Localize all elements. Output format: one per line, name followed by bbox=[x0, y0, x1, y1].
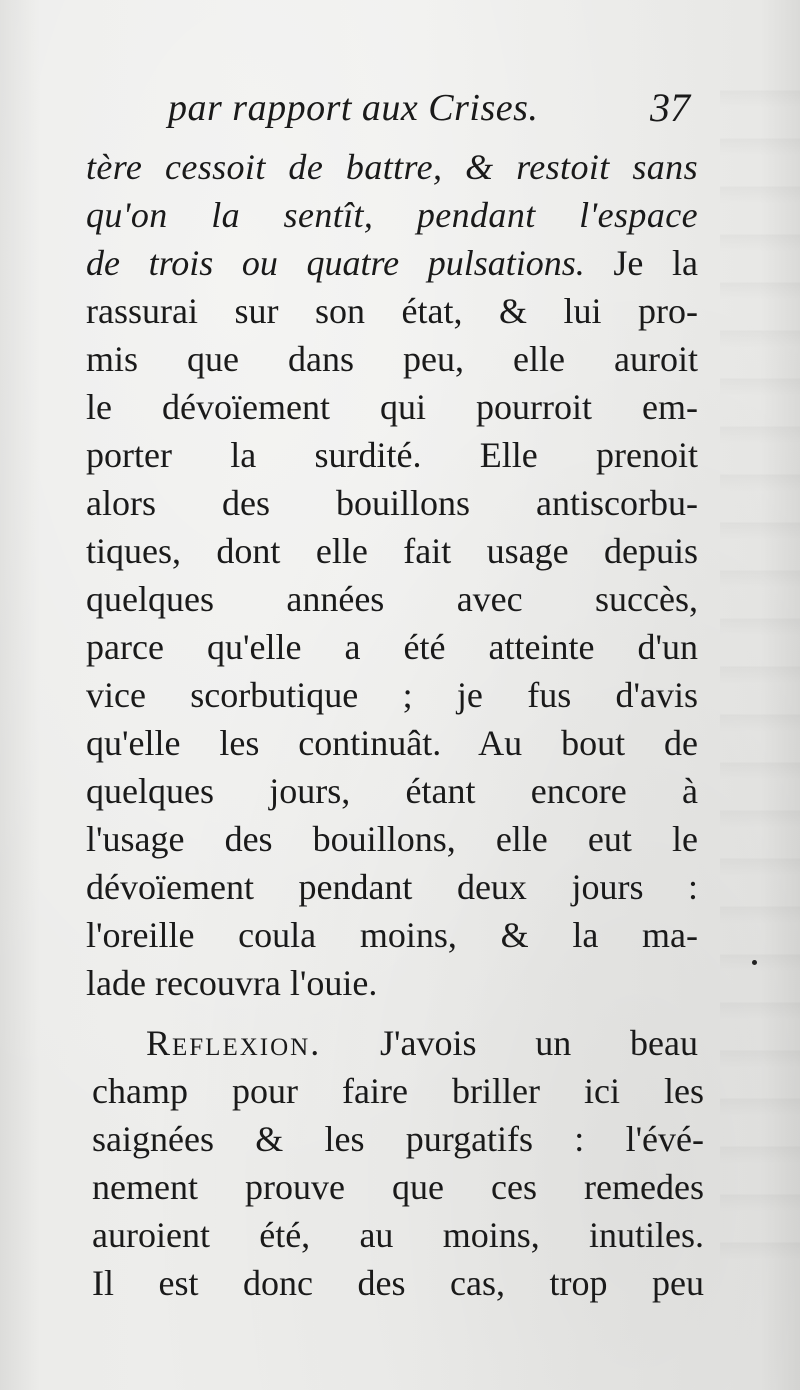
reflexion-label: Reflexion. bbox=[146, 1023, 322, 1063]
reflexion-line bbox=[146, 1019, 698, 1067]
ink-speck bbox=[752, 960, 757, 965]
text-line: qu'on la sentît, pendant l'espace bbox=[86, 195, 698, 235]
page-header bbox=[168, 82, 698, 134]
text-line: auroient été, au moins, inutiles. bbox=[92, 1215, 704, 1255]
text-line: tiques, dont elle fait usage depuis bbox=[86, 531, 698, 571]
page-number: 37 bbox=[650, 85, 690, 130]
text-line: tère cessoit de battre, & restoit sans bbox=[86, 147, 698, 187]
text-line: quelques jours, étant encore à bbox=[86, 771, 698, 811]
text-line: nement prouve que ces remedes bbox=[92, 1167, 704, 1207]
text-line: saignées & les purgatifs : l'évé- bbox=[92, 1119, 704, 1159]
text-line: de trois ou quatre pulsations. Je la bbox=[86, 243, 698, 283]
text-line: Il est donc des cas, trop peu bbox=[92, 1263, 704, 1303]
text-line: champ pour faire briller ici les bbox=[92, 1071, 704, 1111]
text-line: quelques années avec succès, bbox=[86, 579, 698, 619]
text-line: rassurai sur son état, & lui pro- bbox=[86, 291, 698, 331]
reflexion-text: J'avois un beau bbox=[380, 1023, 698, 1063]
text-line-italic-part: de trois ou quatre pulsations. bbox=[86, 243, 585, 283]
text-line: le dévoïement qui pourroit em- bbox=[86, 387, 698, 427]
text-line: l'oreille coula moins, & la ma- bbox=[86, 915, 698, 955]
text-line: vice scorbutique ; je fus d'avis bbox=[86, 675, 698, 715]
text-line: alors des bouillons antiscorbu- bbox=[86, 483, 698, 523]
show-through-shadow bbox=[720, 60, 800, 1260]
text-line: porter la surdité. Elle prenoit bbox=[86, 435, 698, 475]
text-line: mis que dans peu, elle auroit bbox=[86, 339, 698, 379]
running-head: par rapport aux Crises. bbox=[168, 87, 539, 129]
text-line: l'usage des bouillons, elle eut le bbox=[86, 819, 698, 859]
text-line: dévoïement pendant deux jours : bbox=[86, 867, 698, 907]
text-line: lade recouvra l'ouie. bbox=[86, 963, 378, 1003]
text-line: parce qu'elle a été atteinte d'un bbox=[86, 627, 698, 667]
text-line: qu'elle les continuât. Au bout de bbox=[86, 723, 698, 763]
